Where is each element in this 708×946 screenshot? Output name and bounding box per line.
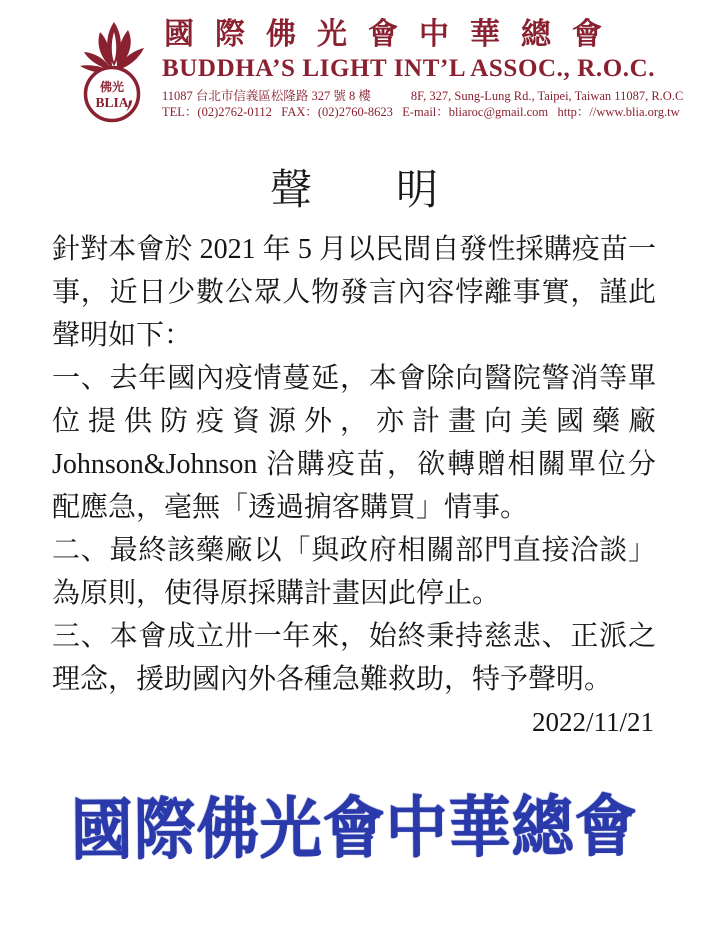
org-name-chinese: 國際佛光會中華總會 [164, 18, 623, 51]
paragraph-item-3: 三、本會成立卅一年來，始終秉持慈悲、正派之理念，援助國內外各種急難救助，特予聲明。 [52, 621, 656, 695]
letterhead-text [162, 18, 683, 120]
lotus-emblem-icon [70, 18, 158, 124]
paragraph-item-2: 二、最終該藥廠以「與政府相關部門直接洽談」為原則，使得原採購計畫因此停止。 [52, 535, 656, 609]
address-english: 8F, 327, Sung-Lung Rd., Taipei, Taiwan 11087, R.O.C [410, 89, 684, 103]
logo-circle-text-zh: 佛光 [99, 80, 125, 94]
address-line [162, 88, 683, 104]
letterhead [0, 0, 708, 124]
contact-line: TEL：(02)2762-0112 FAX：(02)2760-8623 E-mail：bliaroc@gmail.com http：//www.blia.org.tw [162, 105, 680, 119]
organization-stamp: 國際佛光會中華總會 [70, 790, 638, 869]
paragraph-intro: 針對本會於 2021 年 5 月以民間自發性採購疫苗一事，近日少數公眾人物發言內容悖離事實，謹此聲明如下： [52, 234, 656, 351]
statement-body [0, 228, 708, 701]
blia-lotus-logo-icon [70, 18, 158, 124]
paragraph-item-1: 一、去年國內疫情蔓延，本會除向醫院警消等單位提供防疫資源外，亦計畫向美國藥廠 Johnson&Johnson 洽購疫苗，欲轉贈相關單位分配應急，毫無「透過掮客購買」情事。 [52, 363, 656, 523]
org-name-english: BUDDHA’S LIGHT INT’L ASSOC., R.O.C. [162, 55, 656, 82]
statement-date: 2022/11/21 [531, 707, 654, 737]
statement-title-char-2: 明 [396, 168, 439, 214]
logo-circle-text-en: BLIA [95, 95, 129, 110]
statement-title [0, 168, 708, 214]
statement-title-char-1: 聲 [269, 168, 312, 214]
address-chinese: 11087 台北市信義區松隆路 327 號 8 樓 [162, 89, 371, 103]
